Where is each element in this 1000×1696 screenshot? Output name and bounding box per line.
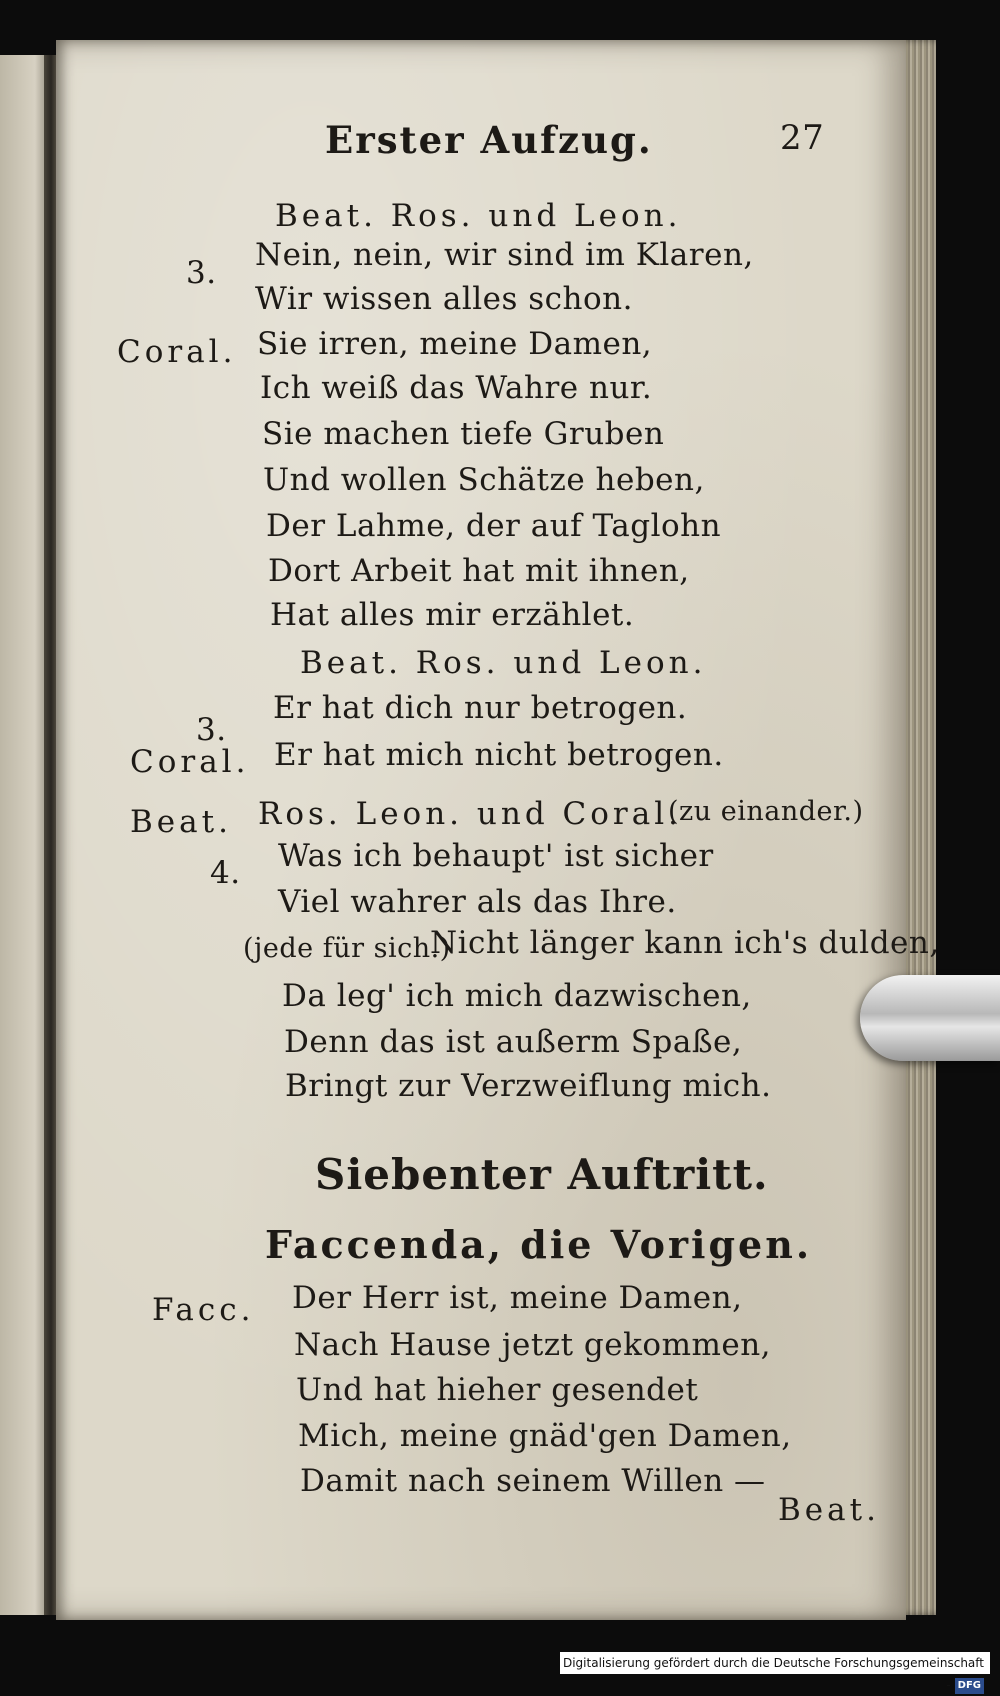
dfg-logo-icon: DFG — [955, 1678, 984, 1694]
verse-line: Was ich behaupt' ist sicher — [278, 838, 714, 874]
speaker-label: Coral. — [117, 334, 237, 370]
verse-line: Er hat mich nicht betrogen. — [274, 737, 724, 773]
verse-line: Er hat dich nur betrogen. — [273, 690, 688, 726]
stage-direction: (zu einander.) — [668, 796, 864, 827]
verse-line: Damit nach seinem Willen — — [300, 1463, 766, 1499]
verse-number: 3. — [186, 255, 217, 291]
verse-line: Der Lahme, der auf Taglohn — [266, 508, 722, 544]
speaker-line: Ros. Leon. und Coral. — [258, 796, 682, 832]
verse-line: Bringt zur Verzweiflung mich. — [285, 1068, 772, 1104]
verse-line: Da leg' ich mich dazwischen, — [282, 978, 752, 1014]
verse-line: Mich, meine gnäd'gen Damen, — [298, 1418, 792, 1454]
speaker-label: Beat. — [130, 804, 232, 840]
speaker-label: Coral. — [130, 744, 250, 780]
verse-line: Nein, nein, wir sind im Klaren, — [255, 237, 754, 273]
credit-text: Digitalisierung gefördert durch die Deutsche Forschungsgemeinschaft - — [562, 1656, 984, 1692]
verse-line: Der Herr ist, meine Damen, — [292, 1280, 743, 1316]
page-number: 27 — [780, 118, 825, 158]
digitization-credit — [560, 1652, 990, 1692]
speaker-label: Facc. — [152, 1292, 255, 1328]
previous-page-edge — [0, 55, 50, 1615]
verse-line: Ich weiß das Wahre nur. — [260, 370, 653, 406]
stage-direction: (jede für sich.) — [243, 933, 451, 964]
verse-number: 4. — [210, 855, 241, 891]
verse-line: Und hat hieher gesendet — [296, 1372, 699, 1408]
page-clip — [860, 975, 1000, 1061]
verse-line: Und wollen Schätze heben, — [263, 462, 705, 498]
verse-number: 3. — [196, 712, 227, 748]
verse-line: Denn das ist außerm Spaße, — [284, 1024, 743, 1060]
speaker-line: Beat. Ros. und Leon. — [300, 645, 707, 681]
speaker-line: Beat. Ros. und Leon. — [275, 198, 682, 234]
verse-line: Sie irren, meine Damen, — [257, 326, 653, 362]
catchword: Beat. — [778, 1492, 880, 1528]
verse-line: Viel wahrer als das Ihre. — [278, 884, 677, 920]
verse-line: Wir wissen alles schon. — [255, 281, 633, 317]
verse-line: Hat alles mir erzählet. — [270, 597, 635, 633]
running-title: Erster Aufzug. — [325, 118, 653, 162]
verse-line: Nicht länger kann ich's dulden, — [430, 925, 940, 961]
scene-cast: Faccenda, die Vorigen. — [265, 1222, 813, 1267]
scene-title: Siebenter Auftritt. — [315, 1150, 769, 1199]
verse-line: Dort Arbeit hat mit ihnen, — [268, 553, 690, 589]
verse-line: Sie machen tiefe Gruben — [262, 416, 665, 452]
verse-line: Nach Hause jetzt gekommen, — [294, 1327, 772, 1363]
